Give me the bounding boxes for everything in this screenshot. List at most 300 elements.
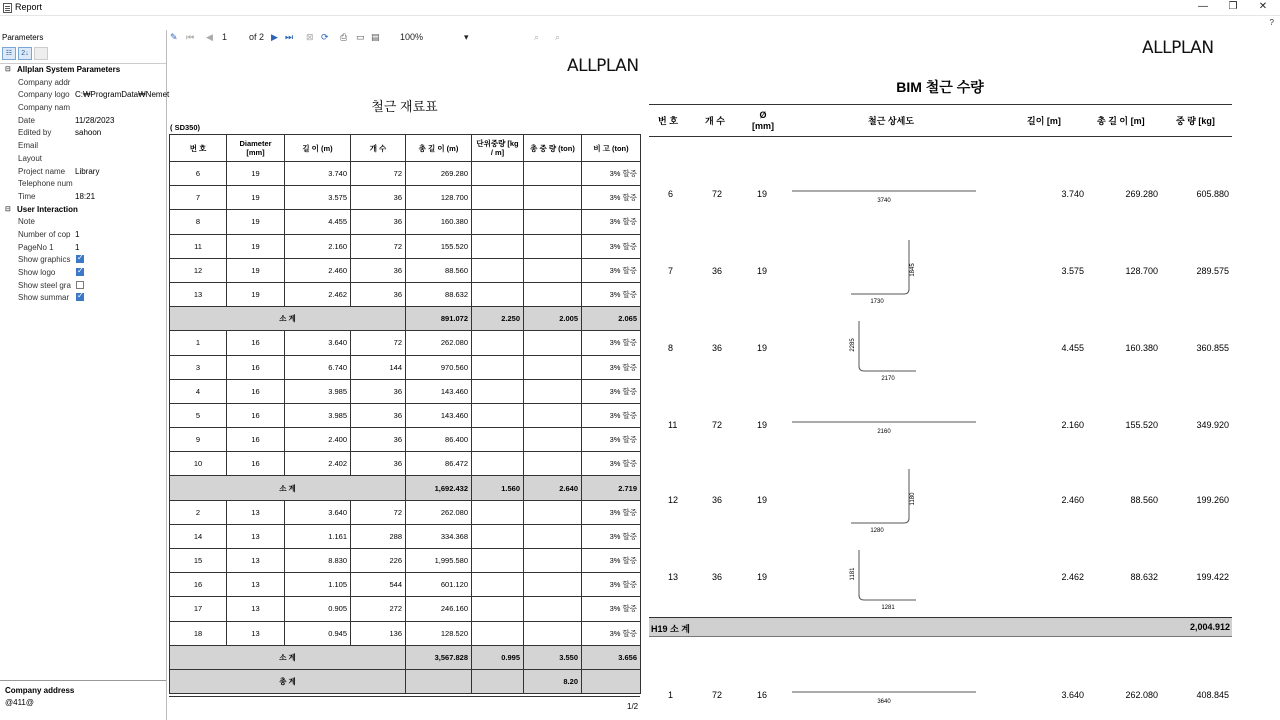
cell-note: 3% 할증 [582,597,641,621]
param-name: Date [18,115,35,125]
bim-col-weight: 중 량 [kg] [1176,116,1215,126]
next-page-icon[interactable]: ▶ [271,32,278,42]
bim-row [650,492,1230,534]
cell-no: 5 [170,403,227,427]
material-row [170,186,641,210]
cell-length: 3.575 [285,186,351,210]
param-row[interactable] [0,127,166,140]
rebar-shape-straight [790,187,980,207]
param-checkbox[interactable] [76,255,84,263]
page-bottom-rule [169,696,640,697]
cell-unit-weight [472,186,524,210]
col-header-note: 비 고 (ton) [582,135,641,162]
bim-row [650,690,1230,705]
bim-cell-total-length: 128.700 [1125,266,1158,276]
cell-length: 2.402 [285,452,351,476]
bim-cell-no: 6 [668,189,674,199]
bim-cell-no: 7 [668,266,674,276]
cell-count: 36 [351,452,406,476]
bim-cell-length: 2.462 [1061,572,1084,582]
bim-cell-length: 3.640 [1061,690,1084,700]
refresh-icon[interactable]: ⟳ [321,32,329,42]
bim-cell-weight: 408.845 [1196,690,1229,700]
cell-total-length: 143.460 [406,403,472,427]
rebar-shape-straight [790,418,980,438]
cell-unit-weight [472,355,524,379]
bim-row [650,263,1230,305]
material-row [170,355,641,379]
material-subtotal-row [170,669,641,693]
rebar-dim-label: 2285 [850,338,856,352]
cell-diameter: 16 [227,331,285,355]
bim-cell-total-length: 269.280 [1125,189,1158,199]
cell-count: 136 [351,621,406,645]
parameters-header: Parameters [2,33,44,42]
cell-diameter: 13 [227,549,285,573]
param-checkbox[interactable] [76,268,84,276]
param-name: Show steel gra [18,280,71,290]
cell-note: 3% 할증 [582,452,641,476]
rebar-shape-l-right [845,238,915,308]
param-row[interactable] [0,292,166,305]
cell-note: 3% 할증 [582,524,641,548]
bim-cell-weight: 349.920 [1196,420,1229,430]
cell-length: 3.985 [285,379,351,403]
cell-note: 3% 할증 [582,234,641,258]
title-bar [0,0,1280,16]
cell-unit-weight [472,621,524,645]
subtotal-label: 소 계 [170,645,406,669]
rebar-shape-l-left [842,544,922,614]
cell-no: 7 [170,186,227,210]
material-row [170,597,641,621]
bim-cell-weight: 199.260 [1196,495,1229,505]
bim-cell-total-length: 155.520 [1125,420,1158,430]
cell-count: 288 [351,524,406,548]
material-row [170,282,641,306]
rebar-dim-label: 1181 [850,567,856,581]
page-count-label: of 2 [249,32,265,42]
report-app-icon [3,3,12,13]
cell-total-weight [524,234,582,258]
cell-unit-weight: 2.250 [472,307,524,331]
param-name: Show logo [18,268,56,277]
cell-diameter: 19 [227,234,285,258]
bim-cell-diameter: 19 [757,266,768,276]
find-next-icon[interactable]: ⌕ [555,32,561,42]
bim-cell-no: 13 [668,572,679,582]
cell-note: 3% 할증 [582,210,641,234]
cell-unit-weight [472,282,524,306]
cell-count: 36 [351,403,406,427]
material-subtotal-row [170,645,641,669]
description-title: Company address [5,686,75,695]
close-button[interactable]: ✕ [1258,1,1268,12]
cell-diameter: 16 [227,403,285,427]
material-row [170,210,641,234]
cell-length: 0.945 [285,621,351,645]
param-value[interactable]: sahoon [75,128,102,138]
param-row[interactable] [0,216,166,229]
bim-header-bottom-rule [649,136,1232,137]
rebar-shape-straight [790,688,980,708]
cell-total-weight [524,621,582,645]
cell-length: 3.740 [285,162,351,186]
cell-no: 18 [170,621,227,645]
cell-no: 2 [170,500,227,524]
param-row[interactable] [0,140,166,153]
bim-cell-length: 2.460 [1061,495,1084,505]
param-row[interactable] [0,115,166,128]
cell-total-length: 262.080 [406,331,472,355]
cell-total-length: 143.460 [406,379,472,403]
material-row [170,403,641,427]
rebar-dim-label: 3740 [877,198,891,204]
bim-title: BIM 철근 수량 [896,79,984,95]
cell-unit-weight [472,524,524,548]
cell-note: 3% 할증 [582,573,641,597]
find-icon[interactable]: ⌕ [534,32,540,42]
bim-subtotal-label: H19 소 계 [651,624,690,634]
cell-diameter: 13 [227,573,285,597]
cell-total-weight [524,573,582,597]
param-row[interactable] [0,178,166,191]
last-page-icon[interactable]: ⏭ [285,32,294,42]
bim-header-top-rule [649,104,1232,105]
cell-note: 3% 할증 [582,186,641,210]
cell-length: 2.460 [285,258,351,282]
param-name: Email [18,141,39,151]
param-name: Number of cop [18,229,71,239]
property-grid [0,63,170,675]
cell-no: 10 [170,452,227,476]
zoom-dropdown-icon[interactable]: ▾ [464,32,469,42]
cell-length: 6.740 [285,355,351,379]
cell-note: 3% 할증 [582,549,641,573]
prev-page-icon[interactable]: ◀ [206,32,213,42]
rebar-shape-l-left [842,315,922,385]
param-value[interactable]: 1 [75,242,80,252]
cell-note [582,669,641,693]
col-header-length: 길 이 (m) [285,135,351,162]
cell-note: 3.656 [582,645,641,669]
cell-total-length: 1,692.432 [406,476,472,500]
material-subtotal-row [170,476,641,500]
cell-unit-weight: 1.560 [472,476,524,500]
cell-count: 72 [351,500,406,524]
print-layout-icon[interactable]: ▭ [356,32,365,42]
material-row [170,524,641,548]
cell-unit-weight [472,162,524,186]
cell-unit-weight [472,452,524,476]
categorized-view-icon[interactable]: ☷ [2,47,16,60]
col-header-no: 번 호 [170,135,227,162]
cell-no: 8 [170,210,227,234]
bim-cell-count: 72 [712,690,723,700]
bim-row [650,567,1230,611]
cell-total-weight: 3.550 [524,645,582,669]
cell-total-weight [524,500,582,524]
param-row[interactable] [0,102,166,115]
bim-col-count: 개 수 [705,116,725,126]
cell-total-weight [524,452,582,476]
bim-cell-no: 12 [668,495,679,505]
cell-unit-weight [472,210,524,234]
export-icon[interactable]: ▤ [371,32,380,42]
cell-diameter: 16 [227,428,285,452]
cell-count: 36 [351,210,406,234]
param-name: Company logo [18,90,70,100]
cell-note: 3% 할증 [582,331,641,355]
cell-total-weight [524,355,582,379]
cell-no: 14 [170,524,227,548]
cell-no: 4 [170,379,227,403]
rebar-shape-l-right [845,467,915,537]
bim-col-total-length: 총 길 이 [m] [1097,116,1145,126]
param-name: Layout [18,153,43,163]
cell-unit-weight [472,597,524,621]
cell-count: 36 [351,258,406,282]
param-name: Show summar [18,293,70,303]
collapse-icon[interactable]: ⊟ [5,66,11,73]
material-row [170,500,641,524]
cell-total-weight: 2.005 [524,307,582,331]
bim-subtotal-value: 2,004.912 [1189,622,1230,632]
cell-total-length: 160.380 [406,210,472,234]
material-row [170,549,641,573]
cell-diameter: 19 [227,258,285,282]
allplan-logo-2: ALLPLAN [1142,38,1214,58]
cell-no: 13 [170,282,227,306]
param-name: Project name [18,166,66,176]
cell-no: 16 [170,573,227,597]
cell-total-length: 128.520 [406,621,472,645]
cell-unit-weight [472,331,524,355]
cell-diameter: 19 [227,282,285,306]
cell-length: 0.905 [285,597,351,621]
current-page-input[interactable]: 1 [222,32,228,42]
cell-note: 3% 할증 [582,428,641,452]
cell-length: 3.985 [285,403,351,427]
bim-cell-length: 4.455 [1061,343,1084,353]
cell-unit-weight [472,573,524,597]
rebar-dim-label: 3640 [877,699,891,705]
cell-total-weight [524,258,582,282]
col-header-diameter: Diameter [mm] [227,135,285,162]
zoom-select[interactable]: 100% [400,32,424,42]
bim-cell-weight: 360.855 [1196,343,1229,353]
rebar-dim-label: 2160 [877,429,891,435]
cell-diameter: 19 [227,210,285,234]
material-subtotal-row [170,307,641,331]
col-header-count: 개 수 [351,135,406,162]
restore-button[interactable]: ❐ [1228,1,1238,12]
cell-total-weight [524,186,582,210]
first-page-icon[interactable]: ⏮ [186,32,195,42]
material-table [169,134,641,694]
cell-total-length: 334.368 [406,524,472,548]
param-category[interactable] [0,204,166,217]
cell-total-length: 269.280 [406,162,472,186]
cell-note: 2.719 [582,476,641,500]
cell-total-length: 88.560 [406,258,472,282]
param-name: Time [18,191,36,201]
param-row[interactable] [0,229,166,242]
bim-col-detail: 철근 상세도 [868,116,914,126]
cell-no: 3 [170,355,227,379]
cell-note: 3% 할증 [582,355,641,379]
cell-total-length: 970.560 [406,355,472,379]
cell-no: 12 [170,258,227,282]
bim-cell-diameter: 19 [757,189,768,199]
param-value[interactable]: Library [75,166,100,176]
cell-note: 2.065 [582,307,641,331]
page-number-label: 1/2 [627,702,639,711]
cell-diameter: 13 [227,500,285,524]
cell-count: 36 [351,428,406,452]
bim-cell-diameter: 19 [757,420,768,430]
cell-note: 3% 할증 [582,258,641,282]
cell-total-length: 128.700 [406,186,472,210]
minimize-button[interactable]: — [1198,1,1208,12]
cell-total-weight [524,524,582,548]
material-row [170,428,641,452]
cell-total-length: 155.520 [406,234,472,258]
bim-cell-diameter: 19 [757,343,768,353]
cell-unit-weight [472,258,524,282]
bim-cell-length: 3.740 [1061,189,1084,199]
param-row[interactable] [0,166,166,179]
bim-cell-count: 72 [712,420,723,430]
cell-length: 2.462 [285,282,351,306]
steel-grade-label: ( SD350) [170,123,201,132]
parameters-toolbar [2,47,48,61]
cell-length: 3.640 [285,500,351,524]
cell-total-length: 1,995.580 [406,549,472,573]
param-name: Note [18,217,35,227]
param-value[interactable]: 1 [75,229,80,239]
cell-note: 3% 할증 [582,403,641,427]
cell-no: 1 [170,331,227,355]
param-name: Show graphics [18,255,71,265]
bim-cell-no: 11 [668,420,678,430]
subtotal-label: 총 계 [170,669,406,693]
param-value[interactable]: 11/28/2023 [75,115,115,125]
edit-parameters-icon[interactable]: ✎ [170,32,178,42]
param-checkbox[interactable] [76,293,84,301]
bim-cell-total-length: 88.632 [1130,572,1158,582]
material-row [170,573,641,597]
cell-count: 226 [351,549,406,573]
bim-cell-count: 36 [712,343,723,353]
cell-unit-weight [472,403,524,427]
cell-diameter: 16 [227,355,285,379]
material-row [170,258,641,282]
alphabetical-sort-icon[interactable]: 2↓ [18,47,32,60]
cell-note: 3% 할증 [582,282,641,306]
material-row [170,379,641,403]
stop-icon[interactable]: ⊠ [306,32,314,42]
param-value[interactable]: 18:21 [75,191,96,201]
bim-row [650,338,1230,382]
cell-total-weight [524,549,582,573]
cell-total-weight [524,331,582,355]
bim-cell-weight: 605.880 [1196,189,1229,199]
material-row [170,162,641,186]
material-row [170,234,641,258]
cell-count: 72 [351,331,406,355]
bim-row [650,420,1230,435]
cell-length: 3.640 [285,331,351,355]
cell-total-length [406,669,472,693]
material-row [170,621,641,645]
cell-no: 6 [170,162,227,186]
collapse-icon[interactable]: ⊟ [5,205,11,213]
col-header-unit-weight: 단위중량 [kg / m] [472,135,524,162]
bim-cell-total-length: 88.560 [1130,495,1158,505]
bim-subtotal-row [649,617,1232,637]
param-row[interactable] [0,191,166,204]
col-header-total-length: 총 길 이 (m) [406,135,472,162]
cell-total-length: 262.080 [406,500,472,524]
cell-total-weight [524,403,582,427]
cell-diameter: 13 [227,597,285,621]
rebar-dim-label: 2170 [881,376,895,382]
param-row[interactable] [0,89,170,102]
bim-cell-total-length: 160.380 [1125,343,1158,353]
param-checkbox[interactable] [76,281,84,289]
cell-length: 2.160 [285,234,351,258]
param-name: Company nam [18,103,71,113]
cell-total-weight [524,597,582,621]
param-row[interactable] [0,153,166,166]
property-pages-icon[interactable] [34,47,48,60]
cell-total-length: 246.160 [406,597,472,621]
property-description [0,680,166,720]
rebar-dim-label: 1845 [910,263,916,277]
param-category[interactable] [0,64,166,77]
cell-diameter: 19 [227,162,285,186]
cell-total-length: 86.472 [406,452,472,476]
cell-length: 1.161 [285,524,351,548]
bim-cell-count: 36 [712,266,723,276]
window-title: Report [15,2,43,12]
cell-note: 3% 할증 [582,621,641,645]
param-row[interactable] [0,77,166,90]
bim-cell-weight: 199.422 [1196,572,1229,582]
allplan-logo: ALLPLAN [567,56,639,76]
rebar-dim-label: 1180 [910,492,916,506]
cell-count: 36 [351,282,406,306]
param-name: Telephone num [18,179,73,189]
cell-count: 36 [351,186,406,210]
cell-length: 1.105 [285,573,351,597]
cell-diameter: 13 [227,621,285,645]
bim-cell-diameter: 19 [757,495,768,505]
cell-unit-weight [472,379,524,403]
cell-total-weight [524,210,582,234]
material-table-title: 철근 재료표 [371,99,438,114]
bim-col-length: 길이 [m] [1027,116,1061,126]
print-icon[interactable]: ⎙ [340,32,348,42]
cell-unit-weight: 0.995 [472,645,524,669]
param-row[interactable] [0,267,166,280]
cell-length: 8.830 [285,549,351,573]
cell-count: 72 [351,234,406,258]
param-value[interactable]: C:₩ProgramData₩Nemet [75,90,170,100]
subtotal-label: 소 계 [170,307,406,331]
help-icon[interactable]: ? [1269,18,1274,27]
